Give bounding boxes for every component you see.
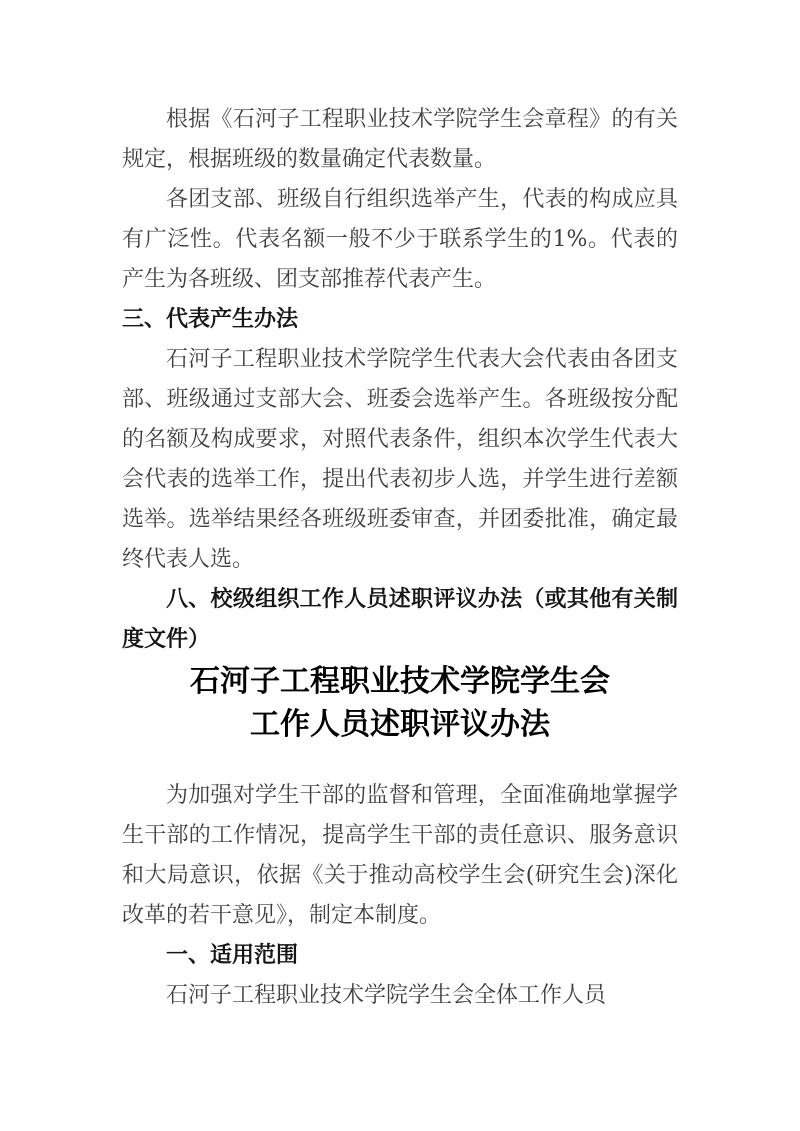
section-heading-representative-method: 三、代表产生办法 [122, 307, 299, 332]
document-title-line-2: 工作人员述职评议办法 [250, 707, 550, 742]
paragraph-scope: 石河子工程职业技术学院学生会全体工作人员 [166, 983, 607, 1008]
paragraph-representative-method: 石河子工程职业技术学院学生代表大会代表由各团支部、班级通过支部大会、班委会选举产生。各班级按分配的名额及构成要求，对照代表条件，组织本次学生代表大会代表的选举工作，提出代表初步人选，并学生进行差额选举。选举结果经各班级班委审查，并团委批准，确定最终代表人选。 [122, 347, 678, 572]
section-heading-scope: 一、适用范围 [166, 943, 299, 968]
section-heading-review-measures: 八、校级组织工作人员述职评议办法（或其他有关制度文件） [122, 587, 678, 652]
paragraph-purpose: 为加强对学生干部的监督和管理，全面准确地掌握学生干部的工作情况，提高学生干部的责任意识、服务意识和大局意识，依据《关于推动高校学生会(研究生会)深化改革的若干意见》，制定本制度。 [122, 783, 678, 928]
paragraph-charter-basis: 根据《石河子工程职业技术学院学生会章程》的有关规定，根据班级的数量确定代表数量。 [122, 107, 678, 172]
document-title-line-1: 石河子工程职业技术学院学生会 [190, 664, 610, 699]
paragraph-branch-election: 各团支部、班级自行组织选举产生，代表的构成应具有广泛性。代表名额一般不少于联系学生的1%。代表的产生为各班级、团支部推荐代表产生。 [122, 187, 678, 292]
document-title [122, 660, 678, 746]
document-content [122, 100, 678, 1016]
